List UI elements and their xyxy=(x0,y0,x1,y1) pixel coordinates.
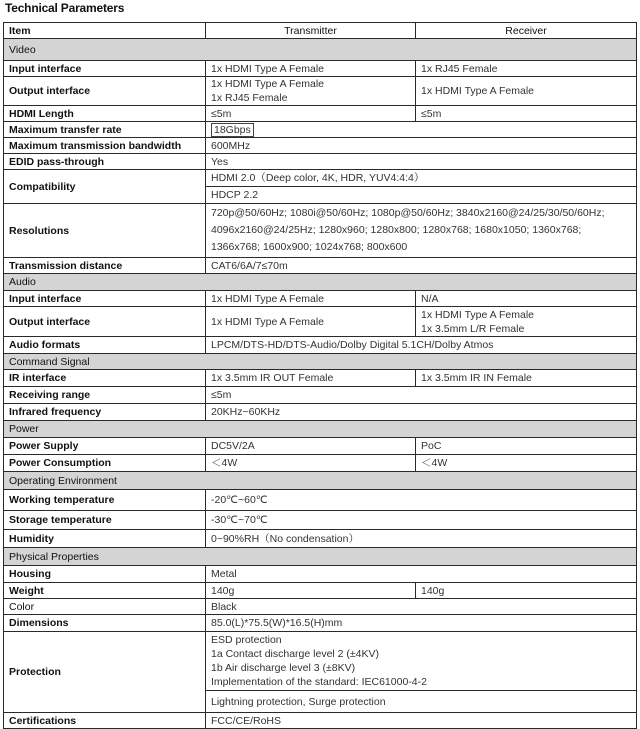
row-label: Resolutions xyxy=(4,204,206,258)
row-label: Certifications xyxy=(4,713,206,729)
row-label: Transmission distance xyxy=(4,258,206,274)
row-label: Power Consumption xyxy=(4,455,206,472)
tx-value: ≤5m xyxy=(206,106,416,122)
table-row xyxy=(4,490,637,511)
tx-value: 1x HDMI Type A Female xyxy=(206,307,416,337)
table-row xyxy=(4,291,637,307)
tx-value: 140g xyxy=(206,583,416,599)
row-label: Output interface xyxy=(4,307,206,337)
row-label: Humidity xyxy=(4,530,206,548)
value: ≤5m xyxy=(206,387,637,404)
boxed-value: 18Gbps xyxy=(211,123,254,137)
value xyxy=(206,204,637,258)
row-label: Working temperature xyxy=(4,490,206,511)
tx-value xyxy=(206,77,416,106)
tx-value: DC5V/2A xyxy=(206,438,416,455)
tx-value: 1x 3.5mm IR OUT Female xyxy=(206,370,416,387)
value xyxy=(206,632,637,691)
section-physical-properties xyxy=(4,548,637,566)
row-label: Audio formats xyxy=(4,337,206,354)
value-line: ESD protection xyxy=(211,634,282,646)
table-row xyxy=(4,530,637,548)
table-row xyxy=(4,632,637,691)
row-label: Maximum transfer rate xyxy=(4,122,206,138)
rx-line: 1x 3.5mm L/R Female xyxy=(421,322,525,335)
section-video xyxy=(4,39,637,61)
value: Black xyxy=(206,599,637,615)
table-row xyxy=(4,583,637,599)
row-label: Storage temperature xyxy=(4,511,206,530)
row-label: Input interface xyxy=(4,291,206,307)
table-row xyxy=(4,599,637,615)
rx-value xyxy=(416,307,637,337)
value: 600MHz xyxy=(206,138,637,154)
value: HDCP 2.2 xyxy=(206,187,637,204)
value: HDMI 2.0（Deep color, 4K, HDR, YUV4:4:4） xyxy=(206,170,637,187)
rx-value: 1x RJ45 Female xyxy=(416,61,637,77)
table-row xyxy=(4,77,637,106)
table-row xyxy=(4,61,637,77)
table-row xyxy=(4,106,637,122)
rx-value: ≤5m xyxy=(416,106,637,122)
value: LPCM/DTS-HD/DTS-Audio/Dolby Digital 5.1CH/Dolby Atmos xyxy=(206,337,637,354)
rx-value: 1x HDMI Type A Female xyxy=(416,77,637,106)
value-line: 4096x2160@24/25Hz; 1280x960; 1280x800; 1280x768; 1680x1050; 1360x768; xyxy=(211,224,582,236)
section-power xyxy=(4,421,637,438)
rx-line: 1x HDMI Type A Female xyxy=(421,308,535,321)
tx-line: 1x RJ45 Female xyxy=(211,92,288,104)
value xyxy=(206,122,637,138)
value: -20℃~60℃ xyxy=(206,490,637,511)
value: Metal xyxy=(206,566,637,583)
row-label: Dimensions xyxy=(4,615,206,632)
tx-value: 1x HDMI Type A Female xyxy=(206,61,416,77)
row-label: Compatibility xyxy=(4,170,206,204)
table-row xyxy=(4,154,637,170)
row-label: Housing xyxy=(4,566,206,583)
table-row xyxy=(4,455,637,472)
table-row xyxy=(4,615,637,632)
rx-value: PoC xyxy=(416,438,637,455)
table-row xyxy=(4,404,637,421)
row-label: Receiving range xyxy=(4,387,206,404)
row-label: Power Supply xyxy=(4,438,206,455)
table-header-row xyxy=(4,23,637,39)
section-command-signal xyxy=(4,354,637,370)
section-label: Command Signal xyxy=(4,354,637,370)
value-line: 720p@50/60Hz; 1080i@50/60Hz; 1080p@50/60Hz; 3840x2160@24/25/30/50/60Hz; xyxy=(211,207,605,219)
header-item: Item xyxy=(4,23,206,39)
rx-value: 1x 3.5mm IR IN Female xyxy=(416,370,637,387)
value-line: 1a Contact discharge level 2 (±4KV) xyxy=(211,648,380,660)
row-label: EDID pass-through xyxy=(4,154,206,170)
value-line: 1366x768; 1600x900; 1024x768; 800x600 xyxy=(211,241,408,253)
section-operating-environment xyxy=(4,472,637,490)
value: CAT6/6A/7≤70m xyxy=(206,258,637,274)
value-line: Implementation of the standard: IEC61000-4-2 xyxy=(211,676,427,688)
row-label: IR interface xyxy=(4,370,206,387)
page-title: Technical Parameters xyxy=(5,1,125,15)
value: Lightning protection, Surge protection xyxy=(206,691,637,713)
table-row xyxy=(4,122,637,138)
tx-value: ＜4W xyxy=(206,455,416,472)
section-label: Power xyxy=(4,421,637,438)
table-row xyxy=(4,258,637,274)
section-label: Physical Properties xyxy=(4,548,637,566)
tx-line: 1x HDMI Type A Female xyxy=(211,78,325,90)
table-row xyxy=(4,566,637,583)
value-line: 1b Air discharge level 3 (±8KV) xyxy=(211,662,356,674)
value: Yes xyxy=(206,154,637,170)
row-label: Input interface xyxy=(4,61,206,77)
row-label: Weight xyxy=(4,583,206,599)
row-label: HDMI Length xyxy=(4,106,206,122)
rx-value: ＜4W xyxy=(416,455,637,472)
table-row xyxy=(4,337,637,354)
row-label: Infrared frequency xyxy=(4,404,206,421)
section-label: Operating Environment xyxy=(4,472,637,490)
table-row xyxy=(4,204,637,258)
spec-table xyxy=(3,22,637,729)
header-transmitter: Transmitter xyxy=(206,23,416,39)
value: -30℃~70℃ xyxy=(206,511,637,530)
table-row xyxy=(4,438,637,455)
row-label: Color xyxy=(4,599,206,615)
tx-value: 1x HDMI Type A Female xyxy=(206,291,416,307)
value: FCC/CE/RoHS xyxy=(206,713,637,729)
table-row xyxy=(4,138,637,154)
row-label: Protection xyxy=(4,632,206,713)
row-label: Maximum transmission bandwidth xyxy=(4,138,206,154)
rx-value: 140g xyxy=(416,583,637,599)
value: 20KHz~60KHz xyxy=(206,404,637,421)
table-row xyxy=(4,713,637,729)
table-row xyxy=(4,307,637,337)
table-row xyxy=(4,511,637,530)
rx-value: N/A xyxy=(416,291,637,307)
table-row xyxy=(4,387,637,404)
table-row xyxy=(4,170,637,187)
value: 0~90%RH（No condensation） xyxy=(206,530,637,548)
table-row xyxy=(4,370,637,387)
header-receiver: Receiver xyxy=(416,23,637,39)
value: 85.0(L)*75.5(W)*16.5(H)mm xyxy=(206,615,637,632)
section-label: Video xyxy=(4,39,637,61)
row-label: Output interface xyxy=(4,77,206,106)
section-audio xyxy=(4,274,637,291)
section-label: Audio xyxy=(4,274,637,291)
